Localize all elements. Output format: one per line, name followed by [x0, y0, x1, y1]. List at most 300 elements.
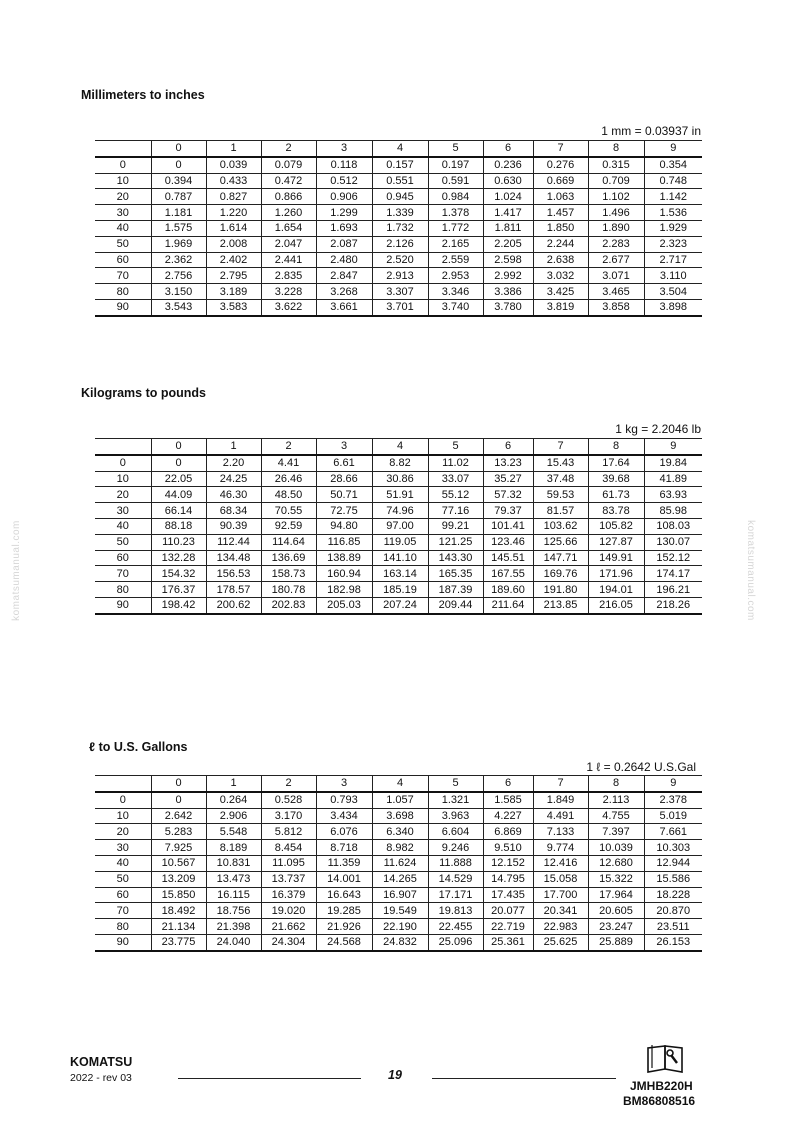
- table-row: [95, 534, 702, 550]
- table-cell: 0: [151, 157, 206, 173]
- table-cell: 196.21: [644, 582, 702, 598]
- table-cell: 2.756: [151, 268, 206, 284]
- table-cell: 0.236: [483, 157, 533, 173]
- row-header: 30: [95, 503, 151, 519]
- table-cell: 1.220: [206, 205, 261, 221]
- table-cell: 3.434: [316, 808, 372, 824]
- table-cell: 182.98: [316, 582, 372, 598]
- table-cell: 2.913: [372, 268, 428, 284]
- table-cell: 0.551: [372, 173, 428, 189]
- table-cell: 0.315: [588, 157, 644, 173]
- table-row: [95, 808, 702, 824]
- column-header: 2: [261, 439, 316, 455]
- column-header: 5: [428, 141, 483, 157]
- column-header: 7: [533, 776, 588, 792]
- document-code-secondary: BM86808516: [623, 1094, 696, 1108]
- table-cell: 1.417: [483, 205, 533, 221]
- table-cell: 154.32: [151, 566, 206, 582]
- table-cell: 24.832: [372, 934, 428, 950]
- column-header: 9: [644, 141, 702, 157]
- table-cell: 20.870: [644, 903, 702, 919]
- table-cell: 0.866: [261, 189, 316, 205]
- row-header: 60: [95, 252, 151, 268]
- table-cell: 2.20: [206, 455, 261, 471]
- table-cell: 24.25: [206, 471, 261, 487]
- table-cell: 19.549: [372, 903, 428, 919]
- column-header: 1: [206, 141, 261, 157]
- row-header: 20: [95, 487, 151, 503]
- table-row: [95, 503, 702, 519]
- row-header: 40: [95, 855, 151, 871]
- table-cell: 0.709: [588, 173, 644, 189]
- table-cell: 185.19: [372, 582, 428, 598]
- table-cell: 149.91: [588, 550, 644, 566]
- row-header: 50: [95, 871, 151, 887]
- column-header: 6: [483, 439, 533, 455]
- table-row: [95, 487, 702, 503]
- table-row: [95, 566, 702, 582]
- table-cell: 63.93: [644, 487, 702, 503]
- table-cell: 17.964: [588, 887, 644, 903]
- table-cell: 2.126: [372, 236, 428, 252]
- column-header: 1: [206, 776, 261, 792]
- table-cell: 68.34: [206, 503, 261, 519]
- table-cell: 79.37: [483, 503, 533, 519]
- conversion-ratio-mm: 1 mm = 0.03937 in: [601, 124, 701, 138]
- table-cell: 16.643: [316, 887, 372, 903]
- section-title-kg-to-lb: Kilograms to pounds: [81, 386, 206, 400]
- table-cell: 0.197: [428, 157, 483, 173]
- table-cell: 81.57: [533, 503, 588, 519]
- conversion-ratio-kg: 1 kg = 2.2046 lb: [615, 422, 701, 436]
- table-cell: 5.548: [206, 824, 261, 840]
- table-cell: 2.642: [151, 808, 206, 824]
- table-cell: 12.152: [483, 855, 533, 871]
- table-cell: 213.85: [533, 597, 588, 613]
- table-row: [95, 887, 702, 903]
- table-cell: 152.12: [644, 550, 702, 566]
- table-cell: 1.536: [644, 205, 702, 221]
- table-cell: 17.435: [483, 887, 533, 903]
- table-cell: 11.095: [261, 855, 316, 871]
- table-cell: 55.12: [428, 487, 483, 503]
- table-cell: 13.737: [261, 871, 316, 887]
- table-cell: 97.00: [372, 518, 428, 534]
- table-cell: 209.44: [428, 597, 483, 613]
- column-header: 2: [261, 141, 316, 157]
- table-cell: 1.849: [533, 792, 588, 808]
- table-cell: 1.496: [588, 205, 644, 221]
- table-cell: 2.402: [206, 252, 261, 268]
- table-cell: 3.032: [533, 268, 588, 284]
- table-cell: 2.677: [588, 252, 644, 268]
- table-cell: 1.585: [483, 792, 533, 808]
- table-cell: 1.024: [483, 189, 533, 205]
- table-cell: 6.604: [428, 824, 483, 840]
- table-cell: 22.190: [372, 919, 428, 935]
- table-cell: 194.01: [588, 582, 644, 598]
- table-cell: 15.850: [151, 887, 206, 903]
- table-cell: 1.339: [372, 205, 428, 221]
- column-header: 3: [316, 776, 372, 792]
- table-cell: 13.23: [483, 455, 533, 471]
- table-cell: 2.717: [644, 252, 702, 268]
- table-cell: 1.260: [261, 205, 316, 221]
- table-cell: 6.340: [372, 824, 428, 840]
- table-cell: 3.698: [372, 808, 428, 824]
- table-cell: 23.511: [644, 919, 702, 935]
- row-header: 50: [95, 236, 151, 252]
- table-cell: 8.454: [261, 840, 316, 856]
- table-cell: 37.48: [533, 471, 588, 487]
- table-cell: 1.299: [316, 205, 372, 221]
- column-header: 0: [151, 141, 206, 157]
- column-header: 8: [588, 141, 644, 157]
- table-cell: 9.774: [533, 840, 588, 856]
- table-cell: 121.25: [428, 534, 483, 550]
- conversion-ratio-l: 1 ℓ = 0.2642 U.S.Gal: [586, 760, 696, 774]
- row-header: 90: [95, 934, 151, 950]
- table-cell: 1.181: [151, 205, 206, 221]
- table-cell: 112.44: [206, 534, 261, 550]
- table-cell: 90.39: [206, 518, 261, 534]
- table-cell: 198.42: [151, 597, 206, 613]
- row-header: 60: [95, 550, 151, 566]
- table-cell: 51.91: [372, 487, 428, 503]
- table-cell: 123.46: [483, 534, 533, 550]
- table-cell: 2.113: [588, 792, 644, 808]
- column-header: 1: [206, 439, 261, 455]
- table-cell: 119.05: [372, 534, 428, 550]
- table-row: [95, 855, 702, 871]
- table-cell: 0.984: [428, 189, 483, 205]
- table-cell: 158.73: [261, 566, 316, 582]
- table-cell: 141.10: [372, 550, 428, 566]
- column-header: 5: [428, 439, 483, 455]
- table-cell: 116.85: [316, 534, 372, 550]
- table-cell: 66.14: [151, 503, 206, 519]
- column-header: 3: [316, 141, 372, 157]
- table-cell: 1.063: [533, 189, 588, 205]
- table-header-row: [95, 141, 702, 157]
- table-cell: 0.264: [206, 792, 261, 808]
- table-cell: 167.55: [483, 566, 533, 582]
- table-cell: 41.89: [644, 471, 702, 487]
- table-cell: 12.944: [644, 855, 702, 871]
- table-cell: 1.321: [428, 792, 483, 808]
- table-row: [95, 550, 702, 566]
- table-cell: 10.567: [151, 855, 206, 871]
- table-cell: 0.591: [428, 173, 483, 189]
- table-cell: 3.228: [261, 284, 316, 300]
- table-cell: 0.528: [261, 792, 316, 808]
- table-cell: 143.30: [428, 550, 483, 566]
- table-cell: 39.68: [588, 471, 644, 487]
- table-cell: 1.693: [316, 220, 372, 236]
- table-cell: 1.772: [428, 220, 483, 236]
- table-cell: 1.614: [206, 220, 261, 236]
- table-cell: 8.82: [372, 455, 428, 471]
- table-cell: 9.510: [483, 840, 533, 856]
- row-header: 90: [95, 597, 151, 613]
- table-cell: 77.16: [428, 503, 483, 519]
- table-cell: 0: [151, 455, 206, 471]
- table-cell: 23.775: [151, 934, 206, 950]
- table-cell: 26.46: [261, 471, 316, 487]
- table-cell: 187.39: [428, 582, 483, 598]
- table-cell: 108.03: [644, 518, 702, 534]
- table-cell: 14.795: [483, 871, 533, 887]
- column-header: 4: [372, 776, 428, 792]
- table-cell: 2.906: [206, 808, 261, 824]
- table-cell: 3.071: [588, 268, 644, 284]
- table-cell: 11.02: [428, 455, 483, 471]
- table-cell: 2.244: [533, 236, 588, 252]
- row-header: 10: [95, 808, 151, 824]
- table-cell: 20.077: [483, 903, 533, 919]
- table-cell: 2.165: [428, 236, 483, 252]
- table-cell: 125.66: [533, 534, 588, 550]
- table-cell: 2.323: [644, 236, 702, 252]
- row-header: 30: [95, 205, 151, 221]
- table-cell: 4.491: [533, 808, 588, 824]
- row-header: 0: [95, 455, 151, 471]
- table-cell: 88.18: [151, 518, 206, 534]
- table-cell: 7.661: [644, 824, 702, 840]
- table-header-row: [95, 776, 702, 792]
- table-corner-cell: [95, 776, 151, 792]
- table-cell: 23.247: [588, 919, 644, 935]
- table-row: [95, 903, 702, 919]
- table-cell: 0.793: [316, 792, 372, 808]
- table-cell: 2.362: [151, 252, 206, 268]
- table-cell: 1.654: [261, 220, 316, 236]
- table-cell: 2.087: [316, 236, 372, 252]
- table-cell: 21.398: [206, 919, 261, 935]
- table-cell: 5.812: [261, 824, 316, 840]
- table-cell: 4.41: [261, 455, 316, 471]
- table-cell: 35.27: [483, 471, 533, 487]
- table-cell: 1.732: [372, 220, 428, 236]
- table-cell: 15.322: [588, 871, 644, 887]
- table-cell: 180.78: [261, 582, 316, 598]
- table-cell: 13.473: [206, 871, 261, 887]
- table-cell: 1.575: [151, 220, 206, 236]
- table-cell: 3.858: [588, 299, 644, 315]
- table-cell: 3.504: [644, 284, 702, 300]
- table-cell: 24.304: [261, 934, 316, 950]
- column-header: 0: [151, 439, 206, 455]
- row-header: 10: [95, 471, 151, 487]
- column-header: 4: [372, 439, 428, 455]
- table-cell: 30.86: [372, 471, 428, 487]
- table-cell: 17.64: [588, 455, 644, 471]
- table-cell: 33.07: [428, 471, 483, 487]
- table-cell: 85.98: [644, 503, 702, 519]
- table-cell: 24.040: [206, 934, 261, 950]
- table-cell: 17.700: [533, 887, 588, 903]
- table-cell: 2.598: [483, 252, 533, 268]
- table-cell: 1.929: [644, 220, 702, 236]
- table-cell: 10.831: [206, 855, 261, 871]
- table-corner-cell: [95, 439, 151, 455]
- table-cell: 8.982: [372, 840, 428, 856]
- table-cell: 138.89: [316, 550, 372, 566]
- table-cell: 99.21: [428, 518, 483, 534]
- table-cell: 11.359: [316, 855, 372, 871]
- table-cell: 7.133: [533, 824, 588, 840]
- table-cell: 0.512: [316, 173, 372, 189]
- table-cell: 22.455: [428, 919, 483, 935]
- table-cell: 134.48: [206, 550, 261, 566]
- section-title-l-to-gal: ℓ to U.S. Gallons: [89, 740, 188, 754]
- table-row: [95, 268, 702, 284]
- row-header: 0: [95, 792, 151, 808]
- table-row: [95, 220, 702, 236]
- table-cell: 3.780: [483, 299, 533, 315]
- table-cell: 17.171: [428, 887, 483, 903]
- table-cell: 216.05: [588, 597, 644, 613]
- table-cell: 207.24: [372, 597, 428, 613]
- table-row: [95, 284, 702, 300]
- table-cell: 127.87: [588, 534, 644, 550]
- table-cell: 191.80: [533, 582, 588, 598]
- table-cell: 14.265: [372, 871, 428, 887]
- table-cell: 1.378: [428, 205, 483, 221]
- table-cell: 3.583: [206, 299, 261, 315]
- table-cell: 12.680: [588, 855, 644, 871]
- conversion-table-mm-to-in: [95, 140, 702, 317]
- table-row: [95, 189, 702, 205]
- table-cell: 2.638: [533, 252, 588, 268]
- table-cell: 0.433: [206, 173, 261, 189]
- table-cell: 16.115: [206, 887, 261, 903]
- table-cell: 3.622: [261, 299, 316, 315]
- table-cell: 202.83: [261, 597, 316, 613]
- table-cell: 0: [151, 792, 206, 808]
- table-row: [95, 824, 702, 840]
- table-cell: 3.465: [588, 284, 644, 300]
- watermark-right: komatsumanual.com: [744, 520, 756, 621]
- table-cell: 1.102: [588, 189, 644, 205]
- table-cell: 3.268: [316, 284, 372, 300]
- row-header: 60: [95, 887, 151, 903]
- table-cell: 130.07: [644, 534, 702, 550]
- column-header: 3: [316, 439, 372, 455]
- table-cell: 20.605: [588, 903, 644, 919]
- watermark-left: komatsumanual.com: [10, 520, 22, 621]
- table-cell: 15.43: [533, 455, 588, 471]
- table-cell: 22.05: [151, 471, 206, 487]
- table-cell: 1.457: [533, 205, 588, 221]
- table-cell: 28.66: [316, 471, 372, 487]
- table-cell: 2.992: [483, 268, 533, 284]
- table-cell: 2.008: [206, 236, 261, 252]
- table-cell: 20.341: [533, 903, 588, 919]
- table-cell: 21.926: [316, 919, 372, 935]
- table-row: [95, 236, 702, 252]
- table-cell: 2.441: [261, 252, 316, 268]
- table-cell: 14.001: [316, 871, 372, 887]
- table-cell: 18.492: [151, 903, 206, 919]
- row-header: 90: [95, 299, 151, 315]
- column-header: 2: [261, 776, 316, 792]
- table-row: [95, 919, 702, 935]
- table-cell: 3.543: [151, 299, 206, 315]
- table-cell: 132.28: [151, 550, 206, 566]
- table-cell: 0.276: [533, 157, 588, 173]
- table-cell: 10.039: [588, 840, 644, 856]
- table-cell: 3.170: [261, 808, 316, 824]
- table-cell: 189.60: [483, 582, 533, 598]
- table-cell: 21.662: [261, 919, 316, 935]
- table-row: [95, 871, 702, 887]
- row-header: 40: [95, 220, 151, 236]
- table-cell: 0.394: [151, 173, 206, 189]
- table-cell: 18.756: [206, 903, 261, 919]
- row-header: 10: [95, 173, 151, 189]
- conversion-table-kg-to-lb: [95, 438, 702, 615]
- table-cell: 12.416: [533, 855, 588, 871]
- table-cell: 5.019: [644, 808, 702, 824]
- table-cell: 147.71: [533, 550, 588, 566]
- table-cell: 8.189: [206, 840, 261, 856]
- table-cell: 2.559: [428, 252, 483, 268]
- table-cell: 59.53: [533, 487, 588, 503]
- table-cell: 3.701: [372, 299, 428, 315]
- table-cell: 136.69: [261, 550, 316, 566]
- table-cell: 3.963: [428, 808, 483, 824]
- table-cell: 2.480: [316, 252, 372, 268]
- table-row: [95, 157, 702, 173]
- table-cell: 18.228: [644, 887, 702, 903]
- table-cell: 11.888: [428, 855, 483, 871]
- column-header: 6: [483, 776, 533, 792]
- table-header-row: [95, 439, 702, 455]
- table-cell: 3.661: [316, 299, 372, 315]
- table-cell: 101.41: [483, 518, 533, 534]
- column-header: 4: [372, 141, 428, 157]
- table-cell: 1.811: [483, 220, 533, 236]
- table-cell: 2.953: [428, 268, 483, 284]
- table-cell: 218.26: [644, 597, 702, 613]
- table-cell: 3.189: [206, 284, 261, 300]
- table-cell: 46.30: [206, 487, 261, 503]
- column-header: 6: [483, 141, 533, 157]
- table-row: [95, 252, 702, 268]
- table-cell: 171.96: [588, 566, 644, 582]
- table-cell: 5.283: [151, 824, 206, 840]
- table-cell: 16.379: [261, 887, 316, 903]
- table-cell: 15.586: [644, 871, 702, 887]
- table-cell: 0.354: [644, 157, 702, 173]
- manual-book-wrench-icon: [645, 1043, 687, 1075]
- table-cell: 8.718: [316, 840, 372, 856]
- table-cell: 72.75: [316, 503, 372, 519]
- table-cell: 0.787: [151, 189, 206, 205]
- table-cell: 2.835: [261, 268, 316, 284]
- conversion-table-l-to-gal: [95, 775, 702, 952]
- column-header: 9: [644, 776, 702, 792]
- table-cell: 2.205: [483, 236, 533, 252]
- table-cell: 2.847: [316, 268, 372, 284]
- table-cell: 3.386: [483, 284, 533, 300]
- table-cell: 0.079: [261, 157, 316, 173]
- table-cell: 24.568: [316, 934, 372, 950]
- table-cell: 3.425: [533, 284, 588, 300]
- table-cell: 61.73: [588, 487, 644, 503]
- table-cell: 19.84: [644, 455, 702, 471]
